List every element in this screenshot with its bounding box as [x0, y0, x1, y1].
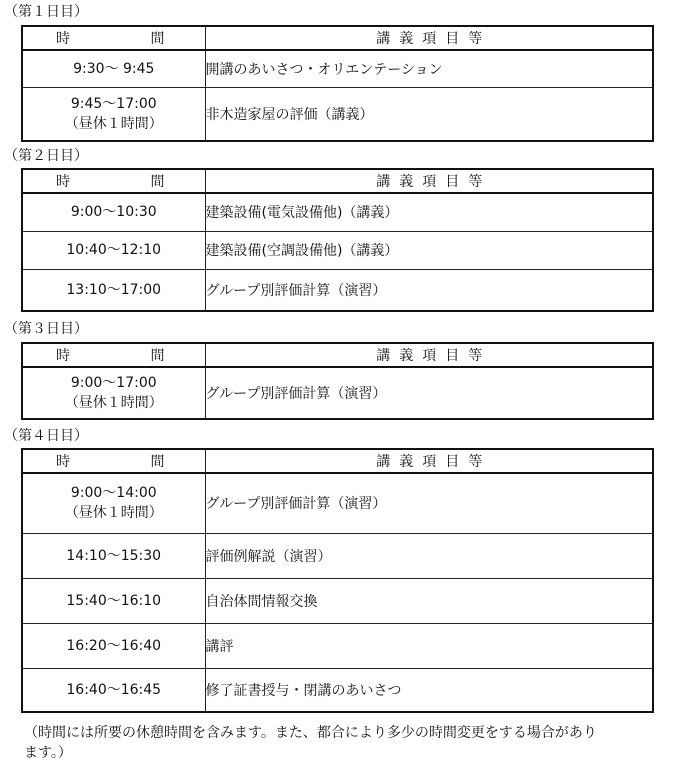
day-1-schedule-table: [21, 25, 654, 142]
day-4-label: （第４日目）: [4, 428, 88, 444]
time-cell: 10:40～12:10: [22, 231, 205, 269]
table-row: [22, 231, 653, 269]
table-row: [22, 533, 653, 578]
table-header-row: [22, 343, 653, 367]
item-cell: 修了証書授与・閉講のあいさつ: [205, 668, 653, 712]
table-header-row: [22, 449, 653, 473]
item-cell: 開講のあいさつ・オリエンテーション: [205, 50, 653, 87]
time-column-header: 時 間: [22, 343, 205, 367]
time-cell: 14:10～15:30: [22, 533, 205, 578]
lunch-break-note: （昼休１時間）: [64, 115, 163, 132]
time-cell: 9:00～17:00 （昼休１時間）: [22, 367, 205, 419]
item-cell: グループ別評価計算（演習）: [205, 367, 653, 419]
time-column-header: 時 間: [22, 449, 205, 473]
item-cell: 講評: [205, 623, 653, 668]
day-3-schedule-table: [21, 342, 654, 420]
item-cell: 自治体間情報交換: [205, 578, 653, 623]
footnote-line-1: （時間には所要の休憩時間を含みます。また、都合により多少の時間変更をする場合があり: [24, 725, 597, 741]
time-cell: 9:45～17:00 （昼休１時間）: [22, 87, 205, 141]
lunch-break-note: （昼休１時間）: [64, 395, 163, 411]
table-row: [22, 623, 653, 668]
time-cell: 9:30～ 9:45: [22, 50, 205, 87]
time-cell: 15:40～16:10: [22, 578, 205, 623]
table-row: [22, 50, 653, 87]
table-header-row: [22, 26, 653, 50]
day-2-schedule-table: [21, 168, 654, 312]
table-row: [22, 473, 653, 533]
table-row: [22, 367, 653, 419]
time-cell: 13:10～17:00: [22, 269, 205, 311]
table-row: [22, 193, 653, 231]
lunch-break-note: （昼休１時間）: [64, 505, 163, 522]
table-header-row: [22, 169, 653, 193]
item-column-header: 講義項目等: [205, 26, 653, 50]
item-column-header: 講義項目等: [205, 169, 653, 193]
item-column-header: 講義項目等: [205, 343, 653, 367]
item-cell: 建築設備(電気設備他)（講義）: [205, 193, 653, 231]
table-row: [22, 668, 653, 712]
time-column-header: 時 間: [22, 169, 205, 193]
footnote: [24, 723, 674, 763]
table-row: [22, 269, 653, 311]
time-column-header: 時 間: [22, 26, 205, 50]
day-1-label: （第１日目）: [4, 4, 88, 20]
item-cell: 評価例解説（演習）: [205, 533, 653, 578]
time-cell: 16:20～16:40: [22, 623, 205, 668]
footnote-line-2: ます。）: [24, 745, 72, 761]
time-cell: 9:00～14:00 （昼休１時間）: [22, 473, 205, 533]
item-cell: グループ別評価計算（演習）: [205, 473, 653, 533]
day-2-label: （第２日目）: [4, 148, 88, 164]
item-cell: 建築設備(空調設備他)（講義）: [205, 231, 653, 269]
day-4-schedule-table: [21, 448, 654, 713]
table-row: [22, 87, 653, 141]
day-3-label: （第３日目）: [4, 321, 88, 337]
item-column-header: 講義項目等: [205, 449, 653, 473]
item-cell: グループ別評価計算（演習）: [205, 269, 653, 311]
time-cell: 16:40～16:45: [22, 668, 205, 712]
time-cell: 9:00～10:30: [22, 193, 205, 231]
item-cell: 非木造家屋の評価（講義）: [205, 87, 653, 141]
table-row: [22, 578, 653, 623]
